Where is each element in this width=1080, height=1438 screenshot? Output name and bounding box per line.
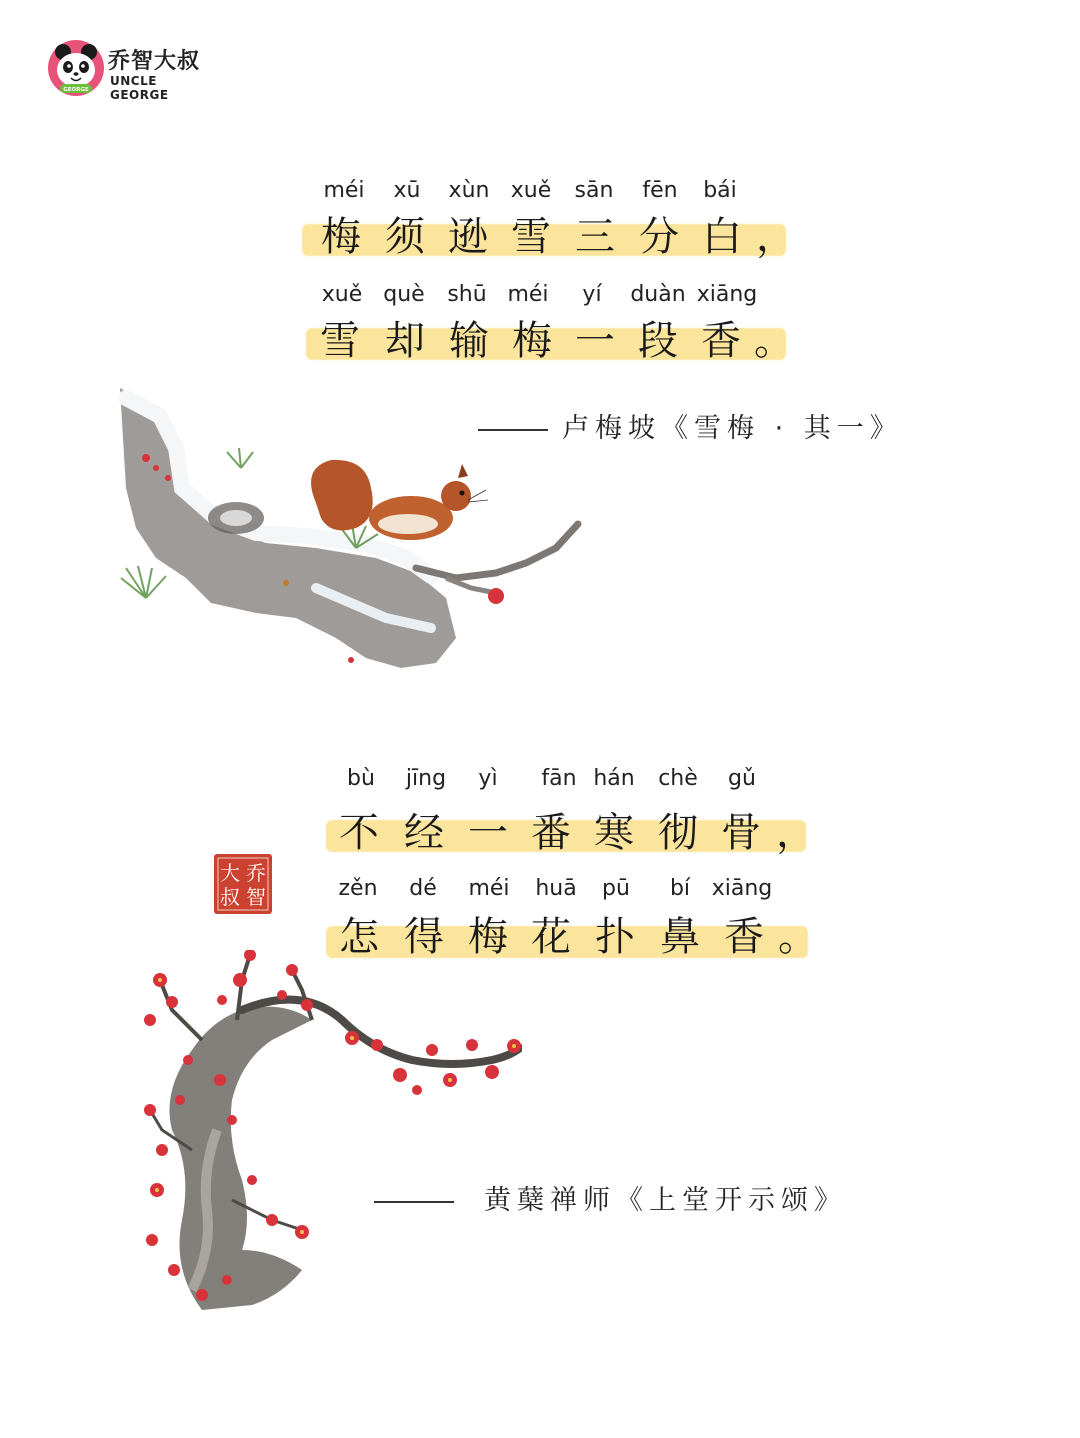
hanzi-char: 梅 — [321, 214, 361, 260]
punctuation: ， — [756, 214, 796, 260]
panda-logo-icon — [46, 38, 106, 98]
hanzi-char: 经 — [404, 810, 444, 856]
hanzi-char: 彻 — [658, 810, 698, 856]
hanzi-char: 白 — [702, 214, 742, 260]
hanzi-char: 骨 — [721, 810, 761, 856]
pinyin-syllable: bù — [347, 766, 375, 791]
poem-2-line-1-hanzi — [0, 808, 1080, 858]
poem-2-line-1-pinyin — [0, 766, 1080, 796]
poem-2-credit-text: 黄蘖禅师《上堂开示颂》 — [484, 1185, 847, 1216]
brand-name-cn: 乔智大叔 — [108, 49, 201, 74]
pinyin-syllable: fān — [541, 766, 577, 791]
pinyin-syllable: xùn — [448, 178, 490, 203]
hanzi-char: 扑 — [595, 914, 635, 960]
pinyin-syllable: xiāng — [711, 876, 773, 901]
pinyin-syllable: xuě — [321, 282, 363, 307]
seal-char: 大 — [220, 861, 240, 885]
seal-char: 叔 — [220, 885, 240, 909]
hanzi-char: 三 — [575, 214, 615, 260]
hanzi-char: 雪 — [320, 318, 360, 364]
pinyin-syllable: yí — [582, 282, 602, 307]
pinyin-syllable: dé — [409, 876, 437, 901]
hanzi-char: 花 — [531, 914, 571, 960]
plum-blossom-illustration — [132, 950, 522, 1310]
pinyin-syllable: xiāng — [696, 282, 758, 307]
poem-1-line-2-hanzi — [0, 316, 1080, 366]
pinyin-syllable: shū — [447, 282, 487, 307]
pinyin-syllable: chè — [658, 766, 698, 791]
hanzi-char: 鼻 — [660, 914, 700, 960]
poem-1-line-2-pinyin — [0, 282, 1080, 312]
punctuation: ， — [776, 810, 816, 856]
hanzi-char: 雪 — [511, 214, 551, 260]
pinyin-syllable: jīng — [405, 766, 447, 791]
poem-1-line-1-pinyin — [0, 178, 1080, 208]
pinyin-syllable: bí — [669, 876, 691, 901]
pinyin-syllable: yì — [478, 766, 498, 791]
pinyin-syllable: sān — [574, 178, 614, 203]
pinyin-syllable: xū — [393, 178, 421, 203]
poem-1-credit-text: 卢梅坡《雪梅 · 其一》 — [562, 413, 903, 444]
hanzi-char: 段 — [638, 318, 678, 364]
hanzi-char: 一 — [575, 318, 615, 364]
pinyin-syllable: gǔ — [728, 766, 756, 791]
hanzi-char: 香 — [701, 318, 741, 364]
pinyin-syllable: méi — [323, 178, 365, 203]
pinyin-syllable: què — [383, 282, 425, 307]
brand-name-en: UNCLE GEORGE — [110, 74, 169, 102]
hanzi-char: 番 — [531, 810, 571, 856]
punctuation: 。 — [778, 914, 818, 960]
pinyin-syllable: méi — [507, 282, 549, 307]
poem-1-line-1-hanzi — [0, 212, 1080, 262]
hanzi-char: 输 — [449, 318, 489, 364]
punctuation: 。 — [754, 318, 794, 364]
hanzi-char: 一 — [468, 810, 508, 856]
hanzi-char: 分 — [639, 214, 679, 260]
pinyin-syllable: duàn — [630, 282, 686, 307]
seal-char: 乔 — [246, 861, 266, 885]
seal-stamp — [212, 852, 274, 916]
hanzi-char: 香 — [724, 914, 764, 960]
hanzi-char: 却 — [385, 318, 425, 364]
hanzi-char: 不 — [339, 810, 379, 856]
hanzi-char: 寒 — [594, 810, 634, 856]
pinyin-syllable: hán — [593, 766, 635, 791]
brand-logo[interactable] — [46, 38, 216, 100]
pinyin-syllable: méi — [468, 876, 510, 901]
hanzi-char: 逊 — [448, 214, 488, 260]
logo-badge-text: GEORGE — [63, 87, 89, 93]
hanzi-char: 得 — [404, 914, 444, 960]
pinyin-syllable: pū — [602, 876, 630, 901]
poem-2-line-2-pinyin — [0, 876, 1080, 906]
pinyin-syllable: xuě — [510, 178, 552, 203]
squirrel-branch-illustration — [116, 368, 586, 698]
hanzi-char: 梅 — [468, 914, 508, 960]
pinyin-syllable: fēn — [642, 178, 678, 203]
pinyin-syllable: huā — [535, 876, 577, 901]
hanzi-char: 须 — [385, 214, 425, 260]
pinyin-syllable: zěn — [338, 876, 378, 901]
seal-char: 智 — [246, 885, 266, 909]
pinyin-syllable: bái — [703, 178, 737, 203]
squirrel-icon — [311, 460, 488, 540]
hanzi-char: 怎 — [339, 914, 379, 960]
hanzi-char: 梅 — [512, 318, 552, 364]
